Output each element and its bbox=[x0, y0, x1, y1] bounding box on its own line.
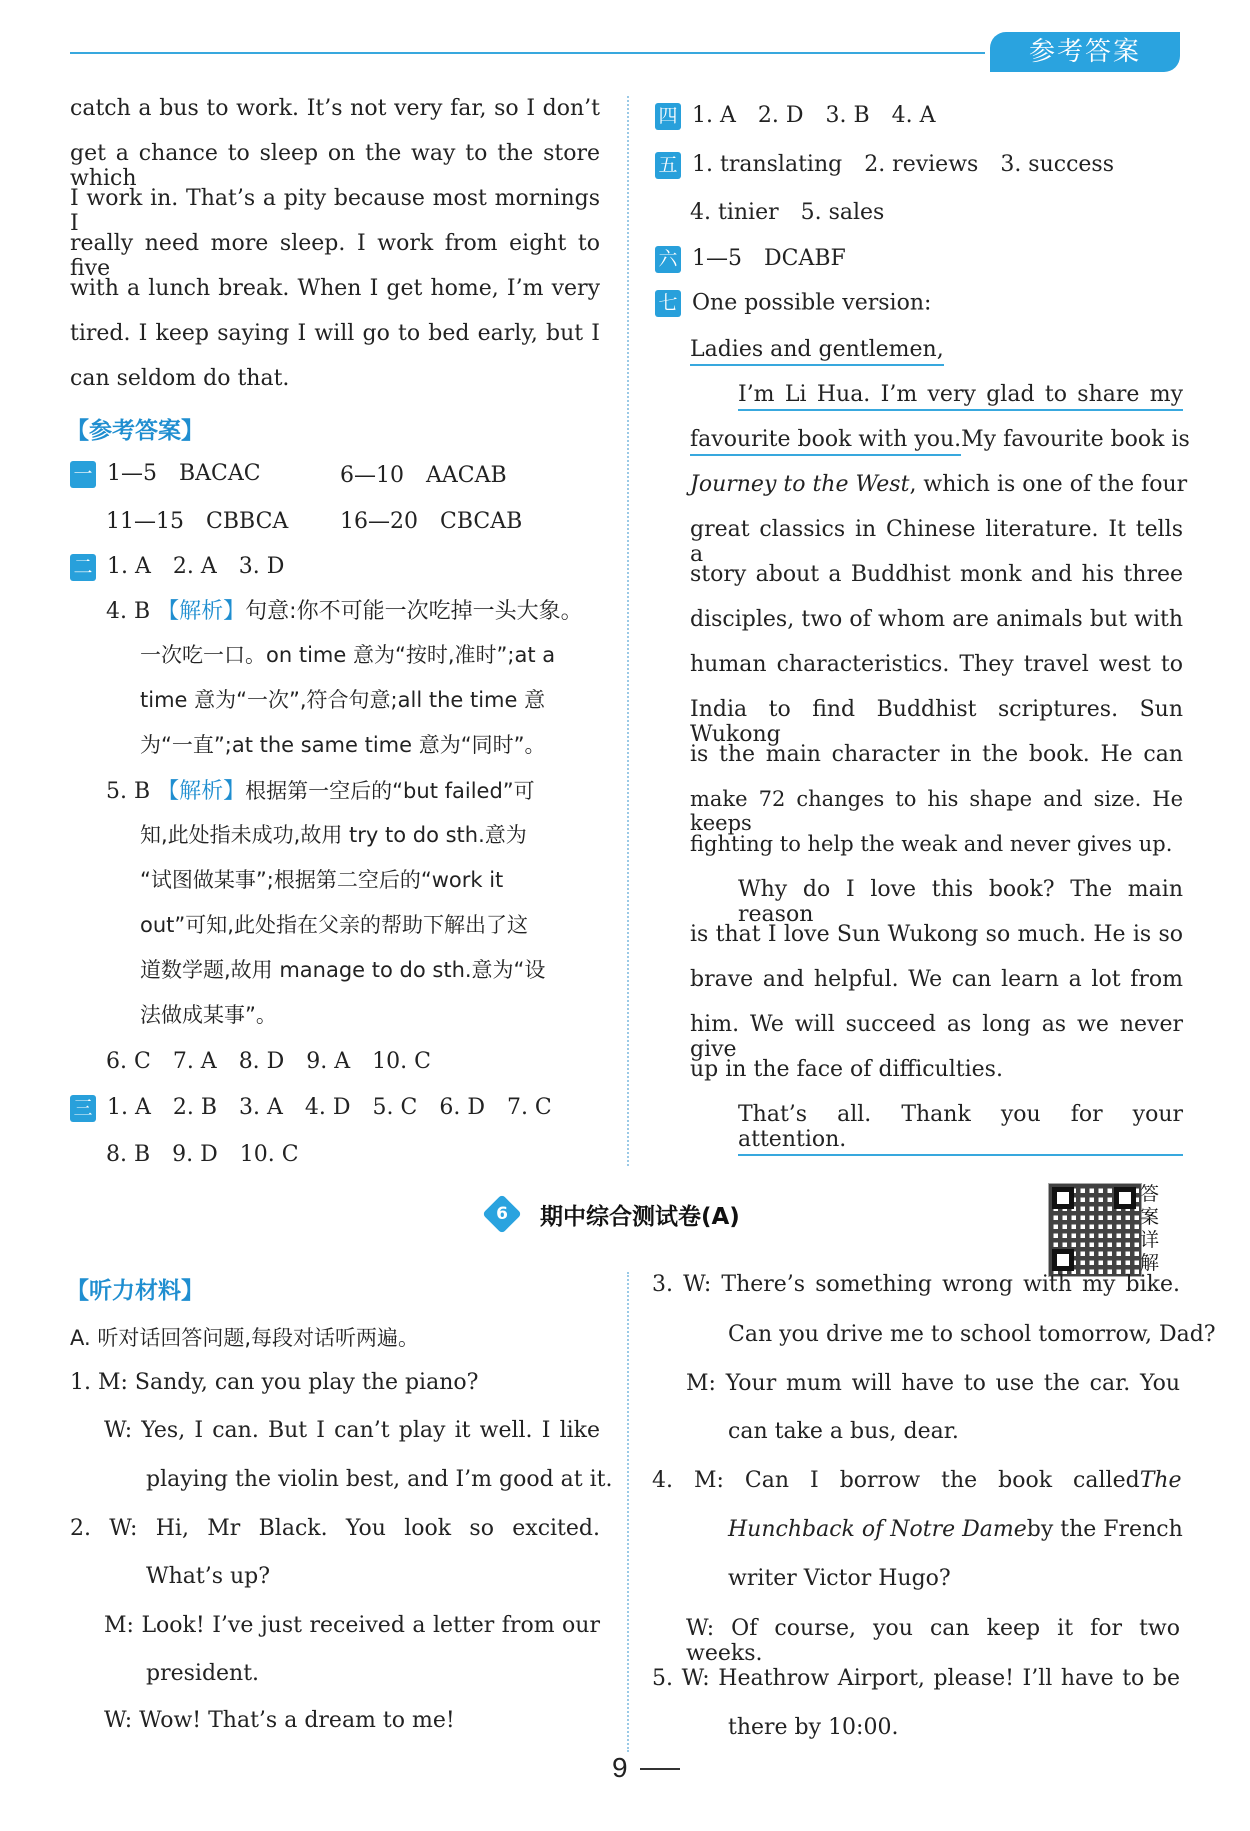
text-line: I work in. That’s a pity because most mornings I bbox=[70, 186, 600, 236]
column-divider bbox=[627, 1272, 629, 1752]
essay-line: make 72 changes to his shape and size. He keeps bbox=[690, 787, 1183, 835]
qr-finder bbox=[1052, 1249, 1074, 1271]
dialogue-text: by the French bbox=[1026, 1517, 1183, 1542]
explanation-line: “试图做某事”;根据第二空后的“work it bbox=[140, 868, 504, 892]
answers: 4. tinier 5. sales bbox=[690, 200, 885, 225]
essay-line: is the main character in the book. He can bbox=[690, 742, 1183, 767]
section-badge: 三 bbox=[70, 1095, 96, 1122]
qr-finder bbox=[1052, 1187, 1074, 1209]
instruction: A. 听对话回答问题,每段对话听两遍。 bbox=[70, 1326, 420, 1350]
book-title: The bbox=[1139, 1468, 1182, 1493]
page-number: 9 bbox=[612, 1752, 628, 1783]
analysis-tag: 【解析】 bbox=[157, 599, 246, 624]
essay-text: favourite book with you. bbox=[690, 427, 961, 456]
dialogue-line: 1. M: Sandy, can you play the piano? bbox=[70, 1370, 479, 1395]
book-title: Journey to the West bbox=[690, 472, 910, 497]
essay-line: story about a Buddhist monk and his three bbox=[690, 562, 1183, 587]
dialogue-line: W: Wow! That’s a dream to me! bbox=[104, 1708, 455, 1733]
section-6-row bbox=[655, 241, 846, 273]
dialogue-line: M: Look! I’ve just received a letter from our bbox=[104, 1613, 600, 1638]
dialogue-line: W: Of course, you can keep it for two weeks. bbox=[686, 1616, 1180, 1666]
essay-line: fighting to help the weak and never gives up. bbox=[690, 832, 1173, 856]
answer-number: 5. B bbox=[106, 779, 151, 804]
essay-line: is that I love Sun Wukong so much. He is so bbox=[690, 922, 1183, 947]
section-1-row bbox=[70, 456, 261, 488]
essay-line: great classics in Chinese literature. It tells a bbox=[690, 517, 1183, 567]
explanation-line bbox=[106, 774, 535, 805]
essay-greeting bbox=[690, 337, 944, 362]
dialogue-line: writer Victor Hugo? bbox=[728, 1566, 951, 1591]
explanation-line: 一次吃一口。on time 意为“按时,准时”;at a bbox=[140, 643, 556, 667]
dialogue-line bbox=[728, 1517, 1183, 1542]
header-rule bbox=[70, 52, 985, 54]
analysis-tag: 【解析】 bbox=[157, 779, 246, 804]
section-badge: 一 bbox=[70, 461, 96, 488]
text-line: get a chance to sleep on the way to the store which bbox=[70, 141, 600, 191]
text-line: catch a bus to work. It’s not very far, so I don’t bbox=[70, 96, 600, 121]
answers: 1. A 2. D 3. B 4. A bbox=[692, 103, 936, 128]
section-2-row bbox=[70, 549, 284, 581]
answers: 8. B 9. D 10. C bbox=[106, 1142, 299, 1167]
dialogue-line: 2. W: Hi, Mr Black. You look so excited. bbox=[70, 1516, 600, 1541]
section-title: 期中综合测试卷(A) bbox=[540, 1204, 740, 1230]
answers: 16—20 CBCAB bbox=[340, 509, 523, 534]
essay-line: up in the face of difficulties. bbox=[690, 1057, 1003, 1082]
answers: 6—10 AACAB bbox=[340, 463, 507, 488]
answers: 1—5 BACAC bbox=[107, 461, 261, 486]
dialogue-line: 5. W: Heathrow Airport, please! I’ll have to be bbox=[652, 1666, 1180, 1691]
essay-line: brave and helpful. We can learn a lot from bbox=[690, 967, 1183, 992]
essay-line bbox=[690, 472, 1188, 497]
section-badge: 四 bbox=[655, 103, 681, 130]
section-7-row bbox=[655, 290, 931, 317]
book-title: Hunchback of Notre Dame bbox=[728, 1517, 1027, 1542]
text-line: tired. I keep saying I will go to bed early, but I bbox=[70, 321, 600, 346]
dialogue-line: there by 10:00. bbox=[728, 1715, 899, 1740]
essay-line: India to find Buddhist scriptures. Sun Wukong bbox=[690, 697, 1183, 747]
answers: 6. C 7. A 8. D 9. A 10. C bbox=[106, 1049, 431, 1074]
section-3-row bbox=[70, 1090, 552, 1122]
dialogue-line: can take a bus, dear. bbox=[728, 1419, 959, 1444]
section-5-row bbox=[655, 147, 1114, 179]
essay-line: disciples, two of whom are animals but with bbox=[690, 607, 1183, 632]
section-badge: 二 bbox=[70, 554, 96, 581]
answers: 1. A 2. A 3. D bbox=[107, 554, 285, 579]
essay-text: , which is one of the four bbox=[909, 472, 1188, 497]
answer-heading: 【参考答案】 bbox=[66, 418, 204, 444]
explanation-line: 为“一直”;at the same time 意为“同时”。 bbox=[140, 733, 546, 757]
answer-number: 4. B bbox=[106, 599, 151, 624]
dialogue-line: What’s up? bbox=[146, 1564, 271, 1589]
dialogue-line: W: Yes, I can. But I can’t play it well. I like bbox=[104, 1418, 600, 1443]
section-badge: 六 bbox=[655, 246, 681, 273]
essay-text: My favourite book is bbox=[961, 427, 1190, 452]
dialogue-line: president. bbox=[146, 1661, 260, 1686]
dialogue-text: 4. M: Can I borrow the book called bbox=[652, 1468, 1140, 1493]
essay-line: him. We will succeed as long as we never give bbox=[690, 1012, 1183, 1062]
explanation-line bbox=[106, 594, 583, 625]
explanation-line: 道数学题,故用 manage to do sth.意为“设 bbox=[140, 958, 546, 982]
essay-line bbox=[690, 427, 1190, 456]
section-number: 6 bbox=[496, 1204, 508, 1224]
qr-finder bbox=[1114, 1187, 1136, 1209]
answers: 1—5 DCABF bbox=[692, 246, 846, 271]
listening-heading: 【听力材料】 bbox=[66, 1278, 204, 1304]
essay-line: I’m Li Hua. I’m very glad to share my bbox=[738, 382, 1183, 411]
qr-label: 答案详解 bbox=[1140, 1183, 1160, 1274]
dialogue-line: Can you drive me to school tomorrow, Dad? bbox=[728, 1322, 1216, 1347]
essay-closing: That’s all. Thank you for your attention. bbox=[738, 1102, 1183, 1156]
dialogue-line: 3. W: There’s something wrong with my bike. bbox=[652, 1272, 1180, 1297]
essay-line: human characteristics. They travel west to bbox=[690, 652, 1183, 677]
explanation-text: 句意:你不可能一次吃掉一头大象。 bbox=[245, 599, 583, 624]
explanation-text: 根据第一空后的“but failed”可 bbox=[245, 779, 535, 803]
section-4-row bbox=[655, 98, 936, 130]
explanation-line: 知,此处指未成功,故用 try to do sth.意为 bbox=[140, 823, 527, 847]
dialogue-line: playing the violin best, and I’m good at it. bbox=[146, 1467, 613, 1492]
text-line: can seldom do that. bbox=[70, 366, 290, 391]
answer-key-tab: 参考答案 bbox=[990, 32, 1180, 72]
essay-line: Why do I love this book? The main reason bbox=[738, 877, 1183, 927]
section-badge: 七 bbox=[655, 290, 681, 317]
explanation-line: 法做成某事”。 bbox=[140, 1003, 277, 1027]
dialogue-line: M: Your mum will have to use the car. You bbox=[686, 1371, 1180, 1396]
explanation-line: time 意为“一次”,符合句意;all the time 意 bbox=[140, 688, 546, 712]
section-badge: 五 bbox=[655, 152, 681, 179]
answers: 1. A 2. B 3. A 4. D 5. C 6. D 7. C bbox=[107, 1095, 552, 1120]
essay-greeting-text: Ladies and gentlemen, bbox=[690, 337, 944, 366]
text-line: with a lunch break. When I get home, I’m very bbox=[70, 276, 600, 301]
explanation-line: out”可知,此处指在父亲的帮助下解出了这 bbox=[140, 913, 528, 937]
answers: 1. translating 2. reviews 3. success bbox=[692, 152, 1115, 177]
dialogue-line bbox=[652, 1468, 1180, 1493]
text-line: really need more sleep. I work from eight to five bbox=[70, 231, 600, 281]
essay-intro: One possible version: bbox=[692, 290, 932, 316]
answers: 11—15 CBBCA bbox=[106, 509, 289, 534]
column-divider bbox=[627, 96, 629, 1166]
page-number-rule bbox=[640, 1768, 680, 1770]
